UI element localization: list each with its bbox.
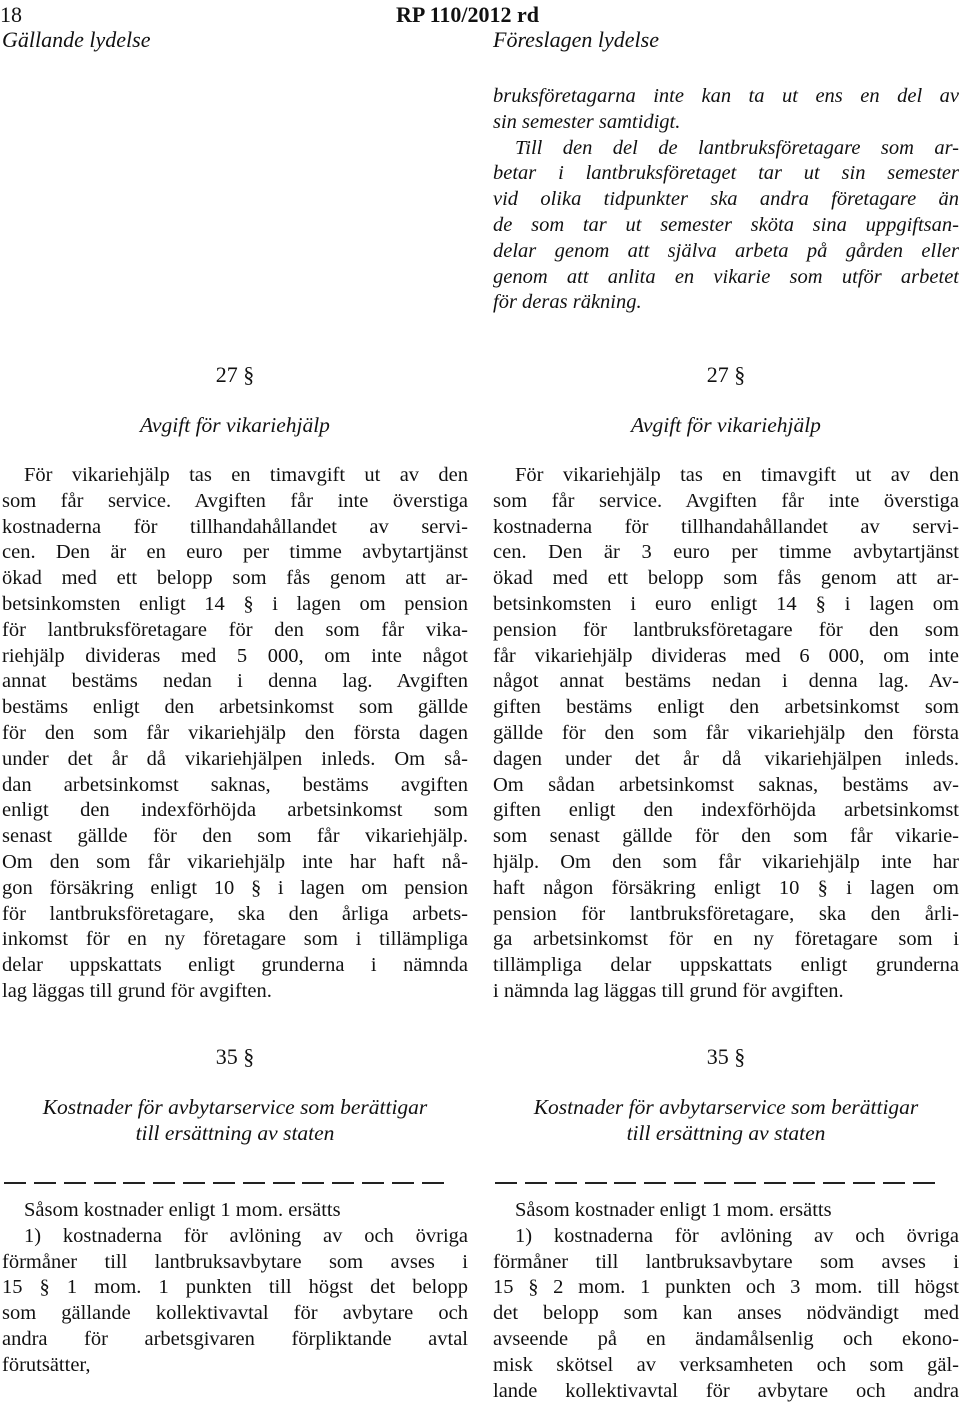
section-title: Avgift för vikariehjälp xyxy=(631,413,821,437)
text-line: giften enligt den indexförhöjda arbetsinkomst xyxy=(493,799,959,822)
text-line: ökad med ett belopp som fås genom att ar- xyxy=(493,567,959,590)
text-line: bruksföretagarna inte kan ta ut ens en del av xyxy=(493,85,959,107)
text-line: för deras räkning. xyxy=(493,291,642,314)
text-line: annat bestäms nedan i denna lag. Avgiften xyxy=(2,670,468,693)
text-line: cen. Den är en euro per timme avbytartjänst xyxy=(2,541,468,564)
page-number: 18 xyxy=(0,2,22,27)
text-line: tillämpliga delar uppskattats enligt grunderna xyxy=(493,954,959,977)
section-symbol: § xyxy=(734,1044,746,1069)
text-line: gon försäkring enligt 10 § i lagen om pension xyxy=(2,876,468,899)
text-line: dagen under det år då vikariehjälpen inleds. xyxy=(493,747,959,770)
text-line: som senast gällde för den som får vikarie- xyxy=(493,825,959,848)
text-line: bestäms enligt den arbetsinkomst som gällde xyxy=(2,696,468,719)
text-line: förmåner till lantbruksavbytare som avses i xyxy=(2,1250,468,1273)
text-line: betsinkomsten enligt 14 § i lagen om pension xyxy=(2,592,468,615)
text-line: För vikariehjälp tas en timavgift ut av den xyxy=(515,464,959,486)
omission-dashes-right xyxy=(495,1170,935,1196)
text-line: dan arbetsinkomst saknas, bestäms avgiften xyxy=(2,773,468,796)
text-line: för lantbruksföretagare för den som får vika- xyxy=(2,618,468,641)
right-column-heading: Föreslagen lydelse xyxy=(493,27,659,52)
text-line: senast gällde för den som får vikariehjälp. xyxy=(2,825,468,848)
section-symbol: § xyxy=(734,362,746,387)
text-line: kostnaderna för tillhandahållandet av servi- xyxy=(493,515,959,538)
section-27-heading-right xyxy=(493,362,959,438)
section-number: 27 xyxy=(215,362,238,387)
text-line: 1) kostnaderna för avlöning av och övriga xyxy=(515,1224,959,1247)
section-27-heading-left xyxy=(2,362,468,438)
document-id: RP 110/2012 rd xyxy=(396,2,540,27)
section-number: 27 xyxy=(706,362,729,387)
section-title-line: till ersättning av staten xyxy=(135,1121,335,1145)
text-line: misk skötsel av verksamheten och som gäl- xyxy=(493,1353,959,1376)
text-line: förmåner till lantbruksavbytare som avses i xyxy=(493,1250,959,1273)
section-27-body-right xyxy=(493,463,959,1005)
text-line: delar genom att själva arbeta på gården eller xyxy=(493,239,959,262)
text-line: förutsätter, xyxy=(2,1353,91,1376)
text-line: betsinkomsten i euro enligt 14 § i lagen om xyxy=(493,592,959,615)
text-line: För vikariehjälp tas en timavgift ut av den xyxy=(24,464,468,486)
section-title-line: till ersättning av staten xyxy=(626,1121,826,1145)
text-line: 1) kostnaderna för avlöning av och övriga xyxy=(24,1224,468,1247)
omission-dashes-left xyxy=(4,1170,444,1196)
text-line: i nämnda lag läggas till grund för avgiften. xyxy=(493,979,844,1002)
section-35-body-right xyxy=(493,1198,959,1404)
text-line: sin semester samtidigt. xyxy=(493,110,681,133)
text-line: enligt den indexförhöjda arbetsinkomst som xyxy=(2,799,468,822)
left-column-heading: Gällande lydelse xyxy=(2,27,151,52)
text-line: pension för lantbruksföretagare för den som xyxy=(493,618,959,641)
text-line: lande kollektivavtal för avbytare och andra xyxy=(493,1379,959,1402)
section-35-body-left xyxy=(2,1198,468,1379)
text-line: det belopp som kan anses nödvändigt med xyxy=(493,1302,959,1325)
section-symbol: § xyxy=(243,1044,255,1069)
text-line: för den som får vikariehjälp den första dagen xyxy=(2,721,468,744)
text-line: kostnaderna för tillhandahållandet av servi- xyxy=(2,515,468,538)
text-line: pension för lantbruksföretagare, ska den årli- xyxy=(493,902,959,925)
text-line: gällde för den som får vikariehjälp den första xyxy=(493,721,959,744)
text-line: 15 § 2 mom. 1 punkten och 3 mom. till högst xyxy=(493,1276,959,1299)
text-line: avseende på en ändamålsenlig och ekono- xyxy=(493,1327,959,1350)
text-line: ökad med ett belopp som fås genom att ar- xyxy=(2,567,468,590)
text-line: Om den som får vikariehjälp inte har haft nå- xyxy=(2,850,468,873)
text-line: inkomst för en ny företagare som i tillämpliga xyxy=(2,928,468,951)
text-line: som gällande kollektivavtal för avbytare och xyxy=(2,1302,468,1325)
text-line: vid olika tidpunkter ska andra företagare än xyxy=(493,188,959,211)
text-line: 15 § 1 mom. 1 punkten till högst det belopp xyxy=(2,1276,468,1299)
text-line: cen. Den är 3 euro per timme avbytartjänst xyxy=(493,541,959,564)
text-line: hjälp. Om den som får vikariehjälp inte har xyxy=(493,850,959,873)
text-line: något annat bestäms nedan i denna lag. Av- xyxy=(493,670,959,693)
text-line: riehjälp divideras med 5 000, om inte något xyxy=(2,644,468,667)
text-line: betar i lantbruksföretaget tar ut sin semester xyxy=(493,162,959,185)
text-line: Såsom kostnader enligt 1 mom. ersätts xyxy=(515,1199,832,1221)
text-line: för lantbruksföretagare, ska den årliga arbets- xyxy=(2,902,468,925)
section-27-body-left xyxy=(2,463,468,1005)
text-line: Till den del de lantbruksföretagare som ar- xyxy=(515,136,959,159)
text-line: giften bestäms enligt den arbetsinkomst som xyxy=(493,696,959,719)
text-line: haft någon försäkring enligt 10 § i lagen om xyxy=(493,876,959,899)
text-line: Om sådan arbetsinkomst saknas, bestäms av- xyxy=(493,773,959,796)
text-line: delar uppskattats enligt grunderna i nämnda xyxy=(2,954,468,977)
text-line: de som tar ut semester sköta sina uppgiftsan- xyxy=(493,213,959,236)
text-line: genom att anlita en vikarie som utför arbetet xyxy=(493,265,959,288)
text-line: som får service. Avgiften får inte överstiga xyxy=(493,489,959,512)
section-number: 35 xyxy=(706,1044,729,1069)
section-title-line: Kostnader för avbytarservice som berättigar xyxy=(42,1095,428,1119)
section-number: 35 xyxy=(215,1044,238,1069)
right-top-paragraph xyxy=(493,84,959,316)
text-line: andra för arbetsgivaren förpliktande avtal xyxy=(2,1327,468,1350)
section-35-heading-right xyxy=(493,1044,959,1146)
section-title-line: Kostnader för avbytarservice som berättigar xyxy=(533,1095,919,1119)
text-line: får vikariehjälp divideras med 6 000, om inte xyxy=(493,644,959,667)
text-line: under det år då vikariehjälpen inleds. Om så- xyxy=(2,747,468,770)
text-line: ga arbetsinkomst för en ny företagare som i xyxy=(493,928,959,951)
text-line: Såsom kostnader enligt 1 mom. ersätts xyxy=(24,1199,341,1221)
section-35-heading-left xyxy=(2,1044,468,1146)
text-line: lag läggas till grund för avgiften. xyxy=(2,979,272,1002)
section-symbol: § xyxy=(243,362,255,387)
section-title: Avgift för vikariehjälp xyxy=(140,413,330,437)
text-line: som får service. Avgiften får inte överstiga xyxy=(2,489,468,512)
